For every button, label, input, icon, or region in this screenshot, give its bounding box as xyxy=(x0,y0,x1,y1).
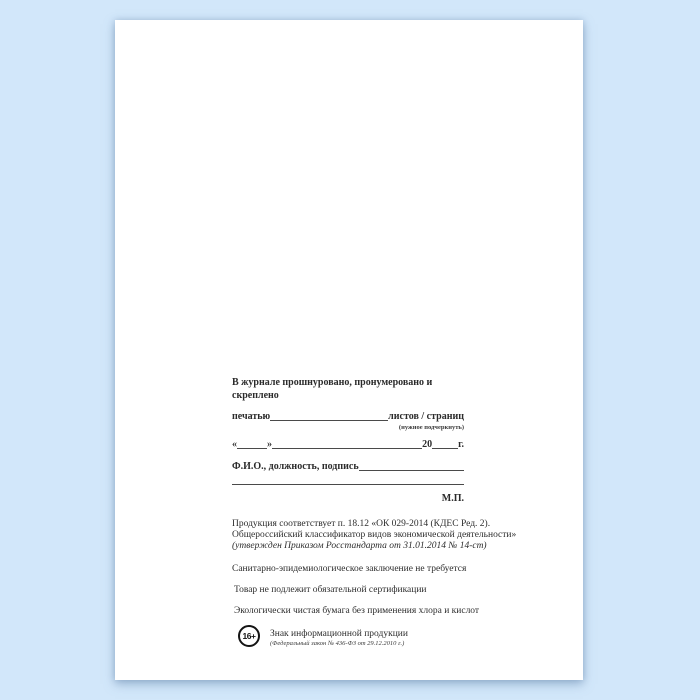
sheets-label: листов / страниц xyxy=(388,411,464,422)
signature-row xyxy=(232,460,464,473)
sanitary-statement: Санитарно-эпидемиологическое заключение не требуется xyxy=(232,564,467,574)
quote-close: » xyxy=(267,439,272,450)
infomark-text xyxy=(270,625,408,648)
eco-statement: Экологически чистая бумага без применения хлора и кислот xyxy=(234,606,480,616)
infomark-title: Знак информационной продукции xyxy=(270,629,408,639)
signature-blank-line xyxy=(359,470,464,471)
year-blank-line xyxy=(432,448,458,449)
signature-label: Ф.И.О., должность, подпись xyxy=(232,461,359,472)
day-blank-line xyxy=(237,448,267,449)
compliance-line-2: Общероссийский классификатор видов экономической деятельности» xyxy=(232,530,517,540)
compliance-line-3: (утвержден Приказом Росстандарта от 31.01.2014 № 14-ст) xyxy=(232,541,487,551)
quote-open: « xyxy=(232,439,237,450)
month-blank-line xyxy=(272,448,422,449)
journal-back-page xyxy=(115,20,583,680)
certification-block xyxy=(232,519,517,648)
year-suffix: г. xyxy=(458,439,464,450)
signature-second-line xyxy=(232,484,464,485)
age-16-plus-icon: 16+ xyxy=(238,625,260,647)
stitch-title: В журнале прошнуровано, пронумеровано и скреплено xyxy=(232,377,433,401)
seal-label: печатью xyxy=(232,411,271,422)
certification-statement: Товар не подлежит обязательной сертификации xyxy=(234,585,427,595)
seal-place-abbr: М.П. xyxy=(441,493,464,504)
information-product-mark xyxy=(238,625,478,648)
date-row xyxy=(232,438,464,451)
seal-blank-line xyxy=(270,420,388,421)
compliance-line-1: Продукция соответствует п. 18.12 «ОК 029-2014 (КДЕС Ред. 2). xyxy=(232,519,491,529)
stitch-seal-block xyxy=(232,376,464,505)
year-prefix: 20 xyxy=(422,439,433,450)
infomark-law-ref: (Федеральный закон № 436-ФЗ от 29.12.2010 г.) xyxy=(270,640,405,647)
seal-sheets-row xyxy=(232,410,464,423)
underline-note: (нужное подчеркнуть) xyxy=(398,424,464,431)
